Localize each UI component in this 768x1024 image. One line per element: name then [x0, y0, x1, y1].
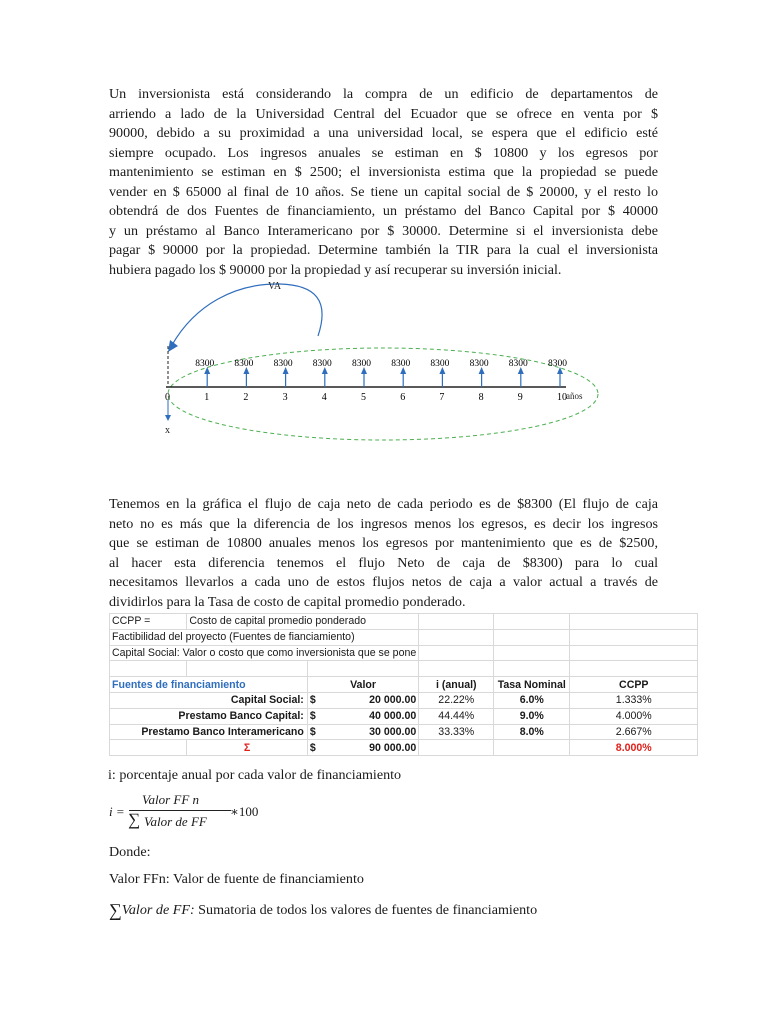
sum-icon: ∑ — [109, 900, 122, 920]
cash-flow-arrow — [430, 359, 449, 387]
table-row — [110, 708, 698, 724]
paragraph-line: arriendo a lado de la Universidad Central del Ecuador que se ofrece en venta por $ — [109, 105, 658, 122]
period-label: 3 — [282, 392, 288, 403]
paragraph-line: neto no es más que la diferencia de los ingresos menos los egresos, es decir los ingresos — [109, 515, 658, 532]
unit-label: años — [566, 391, 583, 401]
paragraph-line: obtendrá de dos Fuentes de financiamiento, un préstamo del Banco Capital por $ 40000 — [109, 203, 658, 219]
paragraph-line: que se estiman de 10800 anuales menos los egresos por mantenimiento que es de $2500, — [109, 535, 658, 551]
table-header — [110, 677, 698, 693]
cash-flow-value: 8300 — [195, 359, 215, 369]
period-label: 6 — [400, 392, 406, 403]
row-value: $ 30 000.00 — [307, 724, 418, 740]
row-nominal: 6.0% — [494, 692, 570, 708]
row-ccpp: 4.000% — [570, 708, 698, 724]
cash-flow-value: 8300 — [234, 359, 254, 369]
table-row — [110, 645, 698, 661]
paragraph-line: Un inversionista está considerando la compra de un edificio de departamentos de — [109, 86, 658, 102]
cash-flow-arrow — [195, 359, 214, 387]
paragraph-line: necesitamos llevarlos a cada uno de estos flujos netos de caja a valor actual a través de — [109, 574, 658, 590]
cash-flow-value: 8300 — [391, 359, 411, 369]
cash-flow-arrow — [509, 359, 528, 387]
formula-lhs: i = — [109, 804, 125, 819]
cash-flow-value: 8300 — [508, 359, 528, 369]
cash-flow-value: 8300 — [469, 359, 489, 369]
cash-flow-value: 8300 — [352, 359, 371, 369]
period-label: 5 — [361, 392, 366, 403]
sum-symbol: Σ — [187, 740, 308, 756]
header-rate: i (anual) — [419, 677, 494, 693]
cash-flow-arrow — [313, 359, 332, 387]
formula-numerator: Valor FF n — [142, 792, 200, 807]
period-label: 10 — [557, 392, 567, 403]
period-label: 4 — [321, 392, 327, 403]
cash-flow-ellipse — [168, 348, 598, 440]
feasibility-note: Factibilidad del proyecto (Fuentes de fianciamiento) — [110, 629, 419, 645]
outflow-arrowhead — [165, 415, 171, 421]
header-ccpp: CCPP — [570, 677, 698, 693]
cash-flow-arrow — [548, 359, 567, 387]
row-rate: 44.44% — [419, 708, 494, 724]
row-value: $ 20 000.00 — [307, 692, 418, 708]
row-ccpp: 1.333% — [570, 692, 698, 708]
cash-flow-arrow — [234, 359, 253, 387]
cash-flow-value: 8300 — [312, 359, 332, 369]
row-label: Capital Social: — [110, 692, 308, 708]
fraction-line — [129, 810, 231, 811]
x-label: x — [165, 425, 170, 436]
cash-flow-value: 8300 — [430, 359, 450, 369]
formula-multiplier: ∗100 — [230, 804, 259, 819]
paragraph-line: hubiera pagado los $ 90000 por la propiedad y así recuperar su inversión inicial. — [109, 261, 562, 278]
header-source: Fuentes de financiamiento — [110, 677, 308, 693]
ffn-definition: Valor FFn: Valor de fuente de financiamiento — [109, 871, 364, 887]
paragraph-line: dividirlos para la Tasa de costo de capital promedio ponderado. — [109, 593, 466, 610]
explanation-paragraph — [109, 495, 658, 612]
row-ccpp: 2.667% — [570, 724, 698, 740]
paragraph-line: siempre ocupado. Los ingresos anuales se estiman en $ 10800 y los egresos por — [109, 144, 658, 161]
paragraph-line: al hacer esta diferencia tenemos el flujo Neto de caja de $8300) para lo cual — [109, 554, 658, 571]
table-row — [110, 661, 698, 677]
capital-note: Capital Social: Valor o costo que como inversionista que se pone — [110, 645, 419, 661]
table-row — [110, 692, 698, 708]
cash-flow-arrow — [274, 359, 293, 387]
row-nominal: 8.0% — [494, 724, 570, 740]
paragraph-line: vender en $ 65000 al final de 10 años. Se tiene un capital social de $ 20000, y el resto lo — [109, 183, 658, 200]
period-label: 1 — [204, 392, 210, 403]
row-value: $ 40 000.00 — [307, 708, 418, 724]
cash-flow-diagram — [0, 0, 768, 460]
sum-icon: ∑ — [128, 810, 141, 829]
paragraph-line: mantenimiento se estiman en $ 2500; el inversionista estima que la propiedad se puede — [109, 164, 658, 180]
formula — [109, 790, 409, 835]
row-rate: 22.22% — [419, 692, 494, 708]
cash-flow-arrow — [391, 359, 410, 387]
table-total-row — [110, 740, 698, 756]
period-label: 0 — [165, 392, 170, 403]
ccpp-label: CCPP = — [110, 614, 187, 630]
period-label: 7 — [439, 392, 445, 403]
cash-flow-value: 8300 — [273, 359, 293, 369]
i-definition: i: porcentaje anual por cada valor de financiamiento — [108, 767, 402, 783]
cash-flow-value: 8300 — [548, 359, 567, 369]
period-label: 2 — [243, 392, 249, 403]
table-row — [110, 629, 698, 645]
row-label: Prestamo Banco Capital: — [110, 708, 308, 724]
total-value: $ 90 000.00 — [307, 740, 418, 756]
paragraph-line: pagar $ 90000 por la propiedad. Determine también la TIR para la cual el inversionista — [109, 242, 658, 258]
sum-term: Valor de FF: — [121, 902, 195, 918]
va-arrowhead — [168, 340, 178, 352]
total-ccpp: 8.000% — [570, 740, 698, 756]
ccpp-definition: Costo de capital promedio ponderado — [187, 614, 419, 630]
paragraph-line: 90000, debido a su proximidad a una universidad local, se espera que el edificio esté — [109, 125, 658, 141]
paragraph-line: Tenemos en la gráfica el flujo de caja neto de cada periodo es de $8300 (El flujo de caja — [109, 496, 658, 512]
formula-denominator: Valor de FF — [144, 814, 207, 829]
header-value: Valor — [307, 677, 418, 693]
cash-flow-arrow — [470, 359, 489, 387]
period-label: 8 — [478, 392, 484, 403]
row-rate: 33.33% — [419, 724, 494, 740]
row-label: Prestamo Banco Interamericano — [110, 724, 308, 740]
paragraph-line: y un préstamo al Banco Interamericano por $ 30000. Determine si el inversionista debe — [109, 222, 658, 239]
sum-definition — [109, 900, 537, 921]
va-label: VA — [268, 281, 282, 292]
va-arrow — [172, 284, 322, 345]
table-row — [110, 614, 698, 630]
financing-table — [109, 613, 698, 756]
row-nominal: 9.0% — [494, 708, 570, 724]
where-label: Donde: — [109, 844, 151, 860]
table-row — [110, 724, 698, 740]
sum-text: Sumatoria de todos los valores de fuentes de financiamiento — [194, 902, 538, 918]
header-nominal: Tasa Nominal — [494, 677, 570, 693]
period-label: 9 — [517, 392, 523, 403]
cash-flow-arrow — [352, 359, 371, 387]
